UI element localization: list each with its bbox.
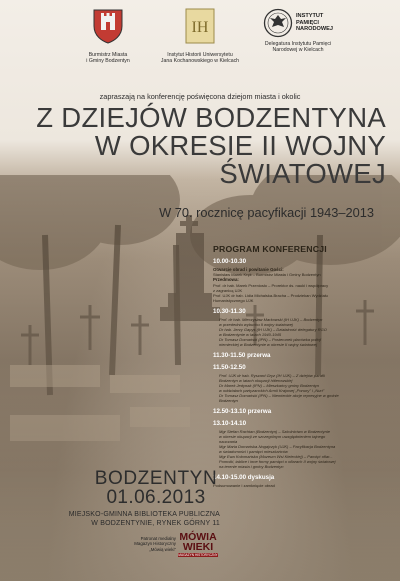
program <box>213 244 393 493</box>
program-line: Pomniki, tablice i inne formy pamięci o ofiarach II wojny światowej <box>219 458 336 464</box>
conference-subtitle: W 70. rocznicę pacyfikacji 1943–2013 <box>159 205 374 220</box>
program-line: Humanistycznego UJK <box>213 297 254 303</box>
logo-ipn <box>238 8 358 54</box>
program-time: 13.10-14.10 <box>213 419 247 427</box>
program-line: niemieckiej w Bodzentynie w okresie II wojny światowej <box>219 341 318 347</box>
program-block <box>213 352 393 359</box>
program-line: z zagranicą UJK <box>213 287 243 293</box>
program-time: 14.10-15.00 dyskusja <box>213 473 275 481</box>
ipn-mark <box>238 8 358 38</box>
mowia-wieki-line: WIEKI <box>182 541 214 553</box>
ipn-name <box>296 13 333 33</box>
program-line: w oddziałach partyzanckich Armii Krajowej „Ponury" i „Nurt" <box>219 387 325 393</box>
program-line: Prof. dr hab. Marek Przeniosło – Prorektor ds. nauki i współpracy <box>213 282 329 288</box>
program-block <box>213 408 393 415</box>
program-subheading: Otwarcie obrad i powitanie Gości: <box>213 267 284 272</box>
program-line: w przededniu wybuchu II wojny światowej <box>219 321 293 327</box>
logo-ipn-caption <box>238 41 358 54</box>
program-block <box>213 420 393 469</box>
mowia-wieki-line: MÓWIA <box>179 531 217 543</box>
program-block <box>213 364 393 403</box>
caption-line: i Gminy Bodzentyn <box>86 58 130 65</box>
caption-line: Instytut Historii Uniwersytetu <box>167 52 233 58</box>
media-patron <box>118 536 176 552</box>
program-line: w okresie okupacji ze szczególnym uwzględnieniem tajnego <box>219 433 326 439</box>
program-line: Prof. UJK dr hab. Lidia Michalska-Bracha – Prodziekan Wydziału <box>213 292 328 298</box>
conference-date: 01.06.2013 <box>106 487 206 508</box>
conference-title <box>26 104 386 188</box>
program-line: Dr Tomasz Domański (IPN) – Posterunek placówka policji <box>219 336 322 342</box>
program-line: Dr Tomasz Domański (IPN) – Niemieckie akcje represyjne w gminie <box>219 392 339 398</box>
title-line: Z DZIEJÓW BODZENTYNA <box>36 102 386 133</box>
program-line: Dr Marek Jedynak (IPN) – Mieszkańcy gminy Bodzentyn <box>219 382 320 388</box>
program-line: Prof. UJK dr hab. Ryszard Gryz (IH UJK) – Z dziejów parafii <box>219 372 325 378</box>
program-subheading: Przedmowa: <box>213 277 239 283</box>
caption-line: Narodowej w Kielcach <box>272 47 324 54</box>
program-line: Prof. dr hab. Mieczysław Markowski (IH UJK) – Bodzentyn <box>219 316 323 322</box>
ipn-name-line: PAMIĘCI <box>296 19 319 26</box>
ipn-name-line: INSTYTUT <box>296 13 324 20</box>
program-line: Bodzentyn <box>219 397 238 403</box>
program-line: w świadomości i pamięci mieszkańców <box>219 448 288 454</box>
mowia-wieki-logo <box>178 532 218 557</box>
program-time: 12.50-13.10 przerwa <box>213 407 272 415</box>
ipn-name-line: NARODOWEJ <box>296 26 333 33</box>
program-line: Dr hab. Jerzy Gapys (IH UJK) – Działalność delegatury RGO <box>219 326 327 332</box>
patron-line: „Mówią wieki" <box>149 546 176 552</box>
program-block <box>213 474 393 488</box>
program-line: nauczania <box>219 438 238 444</box>
ipn-eagle-icon <box>263 8 293 38</box>
patron-line: Patronat medialny <box>140 536 176 541</box>
program-line: Podsumowanie i zamknięcie obrad <box>213 482 275 488</box>
program-time: 10.00-10.30 <box>213 258 247 265</box>
program-block <box>213 258 393 303</box>
program-time: 11.50-12.50 <box>213 363 246 371</box>
patron-line: Magazyn Historyczny <box>134 541 176 547</box>
venue-address-line: W BODZENTYNIE, RYNEK GÓRNY 11 <box>91 520 220 527</box>
program-line: Mgr Maria Domańska-Nogajczyk (UJK) – Pacyfikacja Bodzentyna <box>219 443 336 449</box>
sponsor-logos <box>0 0 400 100</box>
caption-line: Burmistrz Miasta <box>88 52 128 58</box>
program-time: 11.30-11.50 przerwa <box>213 351 271 359</box>
invitation-text: zapraszają na konferencję poświęcona dziejom miasta i okolic <box>99 92 301 101</box>
caption-line: Jana Kochanowskiego w Kielcach <box>160 58 240 65</box>
program-block <box>213 308 393 347</box>
ih-institute-icon <box>185 8 215 44</box>
venue-library-line: MIEJSKO-GMINNA BIBLIOTEKA PUBLICZNA <box>68 511 220 518</box>
program-heading: PROGRAM KONFERENCJI <box>213 244 327 254</box>
program-line: Stanisław Marek Kręk – Burmistrz Miasta i Gminy Bodzentyn <box>213 272 321 278</box>
program-line: na terenie miasta i gminy Bodzentyn <box>219 463 284 469</box>
title-line: ŚWIATOWEJ <box>219 158 386 189</box>
program-time: 10.30-11.30 <box>213 307 246 315</box>
svg-text:IH: IH <box>191 19 209 36</box>
program-line: Mgr Ewa Kołomańska (Muzeum Wsi Kieleckiej) – Pamięć ofiar... <box>219 453 333 459</box>
mowia-wieki-tagline: MAGAZYN HISTORYCZNY <box>178 553 218 557</box>
program-line: w Bodzentynie w latach 1940-1945 <box>219 331 282 337</box>
coat-of-arms-icon <box>92 8 124 44</box>
venue-city: BODZENTYN <box>94 468 218 489</box>
logo-institute-history-caption <box>140 52 260 65</box>
title-line: W OKRESIE II WOJNY <box>94 130 386 161</box>
program-line: Bodzentyn w latach okupacji hitlerowskiej <box>219 377 293 383</box>
program-line: Mgr Stefan Rachtan (Bodzentyn) – Szkolnictwo w Bodzentynie <box>219 428 330 434</box>
caption-line: Delegatura Instytutu Pamięci <box>264 41 332 47</box>
program-blocks <box>213 258 393 488</box>
